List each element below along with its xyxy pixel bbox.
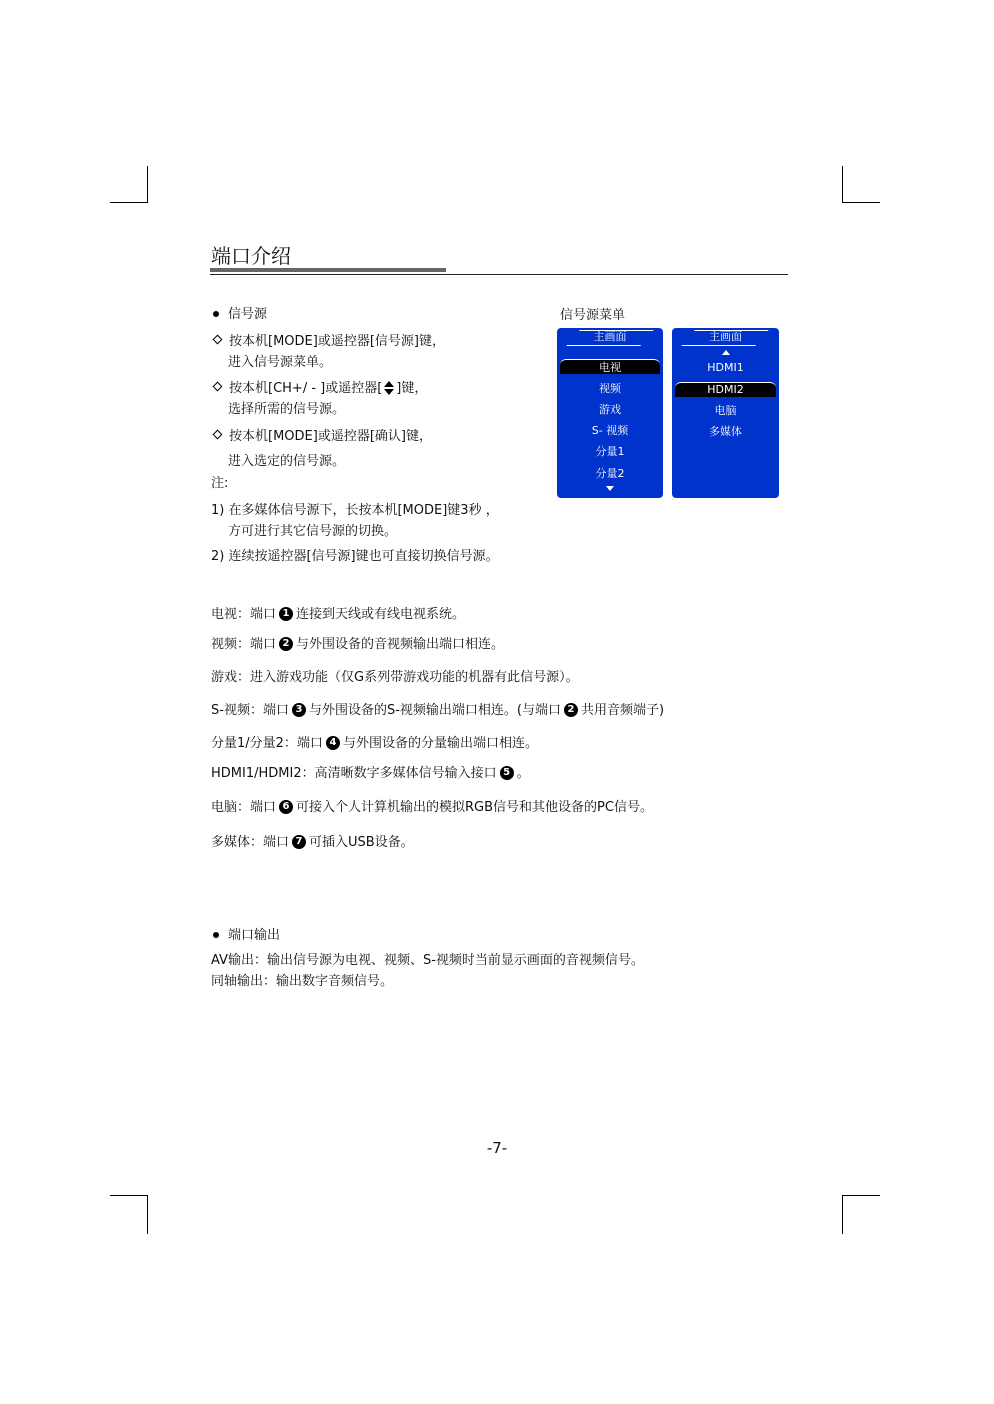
- menu-item-svideo[interactable]: S- 视频: [591, 424, 629, 437]
- menu-header-label: 主画面: [709, 330, 742, 343]
- menu-header: [672, 328, 779, 348]
- bullet-icon: [213, 932, 219, 938]
- crop-mark-top-right-h: [842, 202, 880, 203]
- port-hdmi-line: HDMI1/HDMI2：高清晰数字多媒体信号输入接口 5 。: [211, 766, 530, 781]
- diamond-bullet-icon: [213, 382, 223, 392]
- menu-item-game[interactable]: 游戏: [599, 403, 621, 416]
- crop-mark-bottom-left-v: [147, 1195, 148, 1234]
- page-title: 端口介绍: [211, 244, 291, 268]
- page-number: -7-: [486, 1139, 508, 1157]
- instruction-1-cont: 进入信号源菜单。: [228, 355, 333, 370]
- menu-item-component2[interactable]: 分量2: [595, 467, 625, 480]
- port-number-badge: 6: [279, 800, 293, 814]
- crop-mark-top-left-h: [110, 202, 148, 203]
- crop-mark-top-right-v: [842, 166, 843, 203]
- instruction-2: 按本机[CH+/ - ]或遥控器[ ]键，: [213, 381, 427, 397]
- source-menu-left: [557, 328, 663, 498]
- port-pc-line: 电脑：端口 6 可接入个人计算机输出的模拟RGB信号和其他设备的PC信号。: [211, 800, 653, 815]
- signal-source-heading: 信号源: [213, 307, 267, 323]
- note-label: 注:: [211, 476, 229, 491]
- menu-item-hdmi1[interactable]: HDMI1: [707, 361, 744, 374]
- port-number-badge: 4: [326, 736, 340, 750]
- source-menu-right: [672, 328, 779, 498]
- port-number-badge: 7: [292, 835, 306, 849]
- instruction-1: 按本机[MODE]或遥控器[信号源]键，: [213, 334, 445, 350]
- menu-item-tv[interactable]: 电视: [599, 361, 621, 374]
- menu-header-label: 主画面: [593, 330, 627, 343]
- up-down-arrow-icon: [384, 381, 394, 395]
- scroll-down-arrow-icon: [606, 486, 614, 491]
- scroll-up-arrow-icon: [722, 350, 730, 355]
- port-media-line: 多媒体：端口 7 可插入USB设备。: [211, 835, 414, 850]
- port-number-badge: 5: [500, 766, 514, 780]
- crop-mark-bottom-right-h: [842, 1195, 880, 1196]
- note-1: 1) 在多媒体信号源下，长按本机[MODE]键3秒 ，: [211, 503, 499, 518]
- output-heading: 端口输出: [213, 928, 280, 944]
- instruction-2-cont: 选择所需的信号源。: [228, 402, 346, 417]
- crop-mark-bottom-left-h: [110, 1195, 148, 1196]
- port-component-line: 分量1/分量2：端口 4 与外围设备的分量输出端口相连。: [211, 736, 538, 751]
- title-underline-thin: [210, 274, 788, 275]
- port-svideo-line: S-视频：端口 3 与外围设备的S-视频输出端口相连。(与端口 2 共用音频端子): [211, 703, 665, 718]
- port-game-line: 游戏：进入游戏功能（仅G系列带游戏功能的机器有此信号源）。: [211, 670, 579, 685]
- note-1-cont: 方可进行其它信号源的切换。: [228, 524, 398, 539]
- output-coax-line: 同轴输出：输出数字音频信号。: [211, 974, 394, 989]
- menu-header: [557, 328, 663, 348]
- menu-item-multimedia[interactable]: 多媒体: [709, 425, 742, 438]
- bullet-icon: [213, 311, 219, 317]
- crop-mark-top-left-v: [147, 166, 148, 203]
- port-number-badge: 2: [279, 637, 293, 651]
- instruction-3: 按本机[MODE]或遥控器[确认]键，: [213, 429, 432, 445]
- note-2: 2) 连续按遥控器[信号源]键也可直接切换信号源。: [211, 549, 499, 564]
- port-number-badge: 3: [292, 703, 306, 717]
- port-video-line: 视频：端口 2 与外围设备的音视频输出端口相连。: [211, 637, 505, 652]
- diamond-bullet-icon: [213, 335, 223, 345]
- port-tv-line: 电视：端口 1 连接到天线或有线电视系统。: [211, 607, 466, 622]
- menu-label: 信号源菜单: [560, 308, 626, 323]
- port-number-badge: 1: [279, 607, 293, 621]
- menu-item-hdmi2[interactable]: HDMI2: [707, 383, 744, 396]
- port-number-badge: 2: [564, 703, 578, 717]
- menu-item-video[interactable]: 视频: [599, 382, 621, 395]
- output-av-line: AV输出：输出信号源为电视、视频、S-视频时当前显示画面的音视频信号。: [211, 953, 644, 968]
- diamond-bullet-icon: [213, 430, 223, 440]
- instruction-3-cont: 进入选定的信号源。: [228, 454, 346, 469]
- crop-mark-bottom-right-v: [842, 1195, 843, 1234]
- title-underline-thick: [210, 268, 446, 272]
- menu-item-component1[interactable]: 分量1: [595, 445, 625, 458]
- menu-item-pc[interactable]: 电脑: [714, 404, 737, 417]
